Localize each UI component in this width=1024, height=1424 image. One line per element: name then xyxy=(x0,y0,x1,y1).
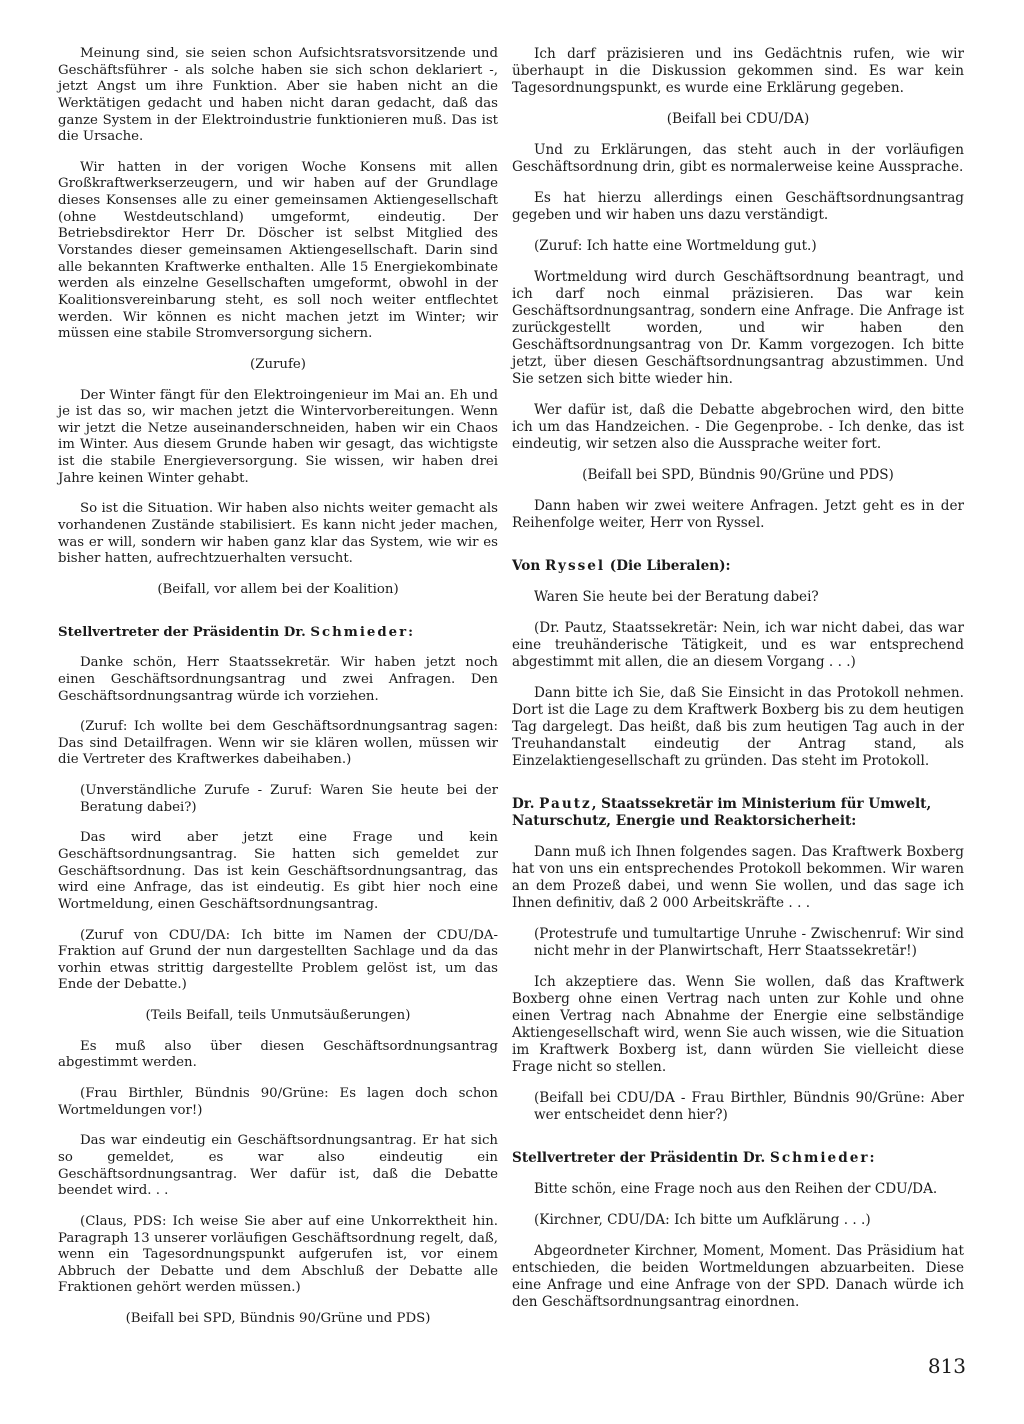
interjection-paragraph: (Unverständliche Zurufe - Zuruf: Waren Sie heute bei der Beratung dabei?) xyxy=(80,783,498,815)
interjection: (Beifall bei CDU/DA) xyxy=(666,111,810,127)
paragraph: Meinung sind, sie seien schon Aufsichtsratsvorsitzende und Geschäftsführer - als solche haben sie sich schon deklariert -, jetzt Angst um ihre Funktion. Aber sie haben nicht an die Werktätigen gedacht und haben nicht daran gedacht, daß das ganze System in der Elektroindustrie funktionieren muß. Das ist die Ursache. xyxy=(58,46,498,145)
paragraph: Dann bitte ich Sie, daß Sie Einsicht in das Protokoll nehmen. Dort ist die Lage zu dem Kraftwerk Boxberg bis zu dem heutigen Tag dargelegt. Das heißt, daß bis zum heutigen Tag auch in der Treuhandanstalt eindeutig der Antrag stand, als Einzelaktiengesellschaft zu gründen. Das steht im Protokoll. xyxy=(512,685,964,769)
interjection: (Beifall, vor allem bei der Koalition) xyxy=(157,581,399,597)
paragraph: Ich darf präzisieren und ins Gedächtnis rufen, wie wir überhaupt in die Diskussion gekommen sind. Es war kein Tagesordnungspunkt, es wurde eine Erklärung gegeben. xyxy=(512,46,964,96)
interjection: (Zurufe) xyxy=(250,356,306,372)
speaker-suffix: , Staatssekretär im Ministerium für Umwelt, Naturschutz, Energie und Reaktorsicherheit: xyxy=(512,796,932,829)
paragraph: Wer dafür ist, daß die Debatte abgebrochen wird, den bitte ich um das Handzeichen. - Die Gegenprobe. - Ich denke, das ist eindeutig, wir setzen also die Aussprache weiter fort. xyxy=(512,402,964,452)
speaker-title: Stellvertreter der Präsidentin Dr. xyxy=(512,1150,771,1166)
paragraph: Es hat hierzu allerdings einen Geschäftsordnungsantrag gegeben und wir haben uns dazu verständigt. xyxy=(512,190,964,223)
paragraph: Bitte schön, eine Frage noch aus den Reihen der CDU/DA. xyxy=(534,1181,938,1197)
paragraph: (Dr. Pautz, Staatssekretär: Nein, ich war nicht dabei, das war eine treuhänderische Tätigkeit, und es war entsprechend abgestimmt mit allen, die an diesem Vorgang . . .) xyxy=(512,620,964,670)
interjection-paragraph: (Protestrufe und tumultartige Unruhe - Zwischenruf: Wir sind nicht mehr in der Planwirtschaft, Herr Staatssekretär!) xyxy=(534,926,964,959)
paragraph: Der Winter fängt für den Elektroingenieur im Mai an. Eh und je ist das so, wir machen jetzt die Wintervorbereitungen. Wenn wir jetzt die Netze auseinanderschneiden, haben wir ein Chaos im Winter. Aus diesem Grunde haben wir gesagt, das wichtigste ist die stabile Energieversorgung. Sie wissen, wir haben drei Jahre keinen Winter gehabt. xyxy=(58,387,498,486)
paragraph: Das wird aber jetzt eine Frage und kein Geschäftsordnungsantrag. Sie hatten sich gemeldet zur Geschäftsordnung. Das ist kein Geschäftsordnungsantrag, das wird eine Anfrage, das ist eindeutig. Es gibt hier noch eine Wortmeldung, einen Geschäftsordnungsantrag. xyxy=(58,830,498,912)
speaker-name: Schmieder xyxy=(310,624,409,640)
speaker-title: Von xyxy=(512,558,545,574)
paragraph: Waren Sie heute bei der Beratung dabei? xyxy=(534,589,819,605)
interjection: (Teils Beifall, teils Unmutsäußerungen) xyxy=(145,1008,411,1024)
interjection: (Beifall bei SPD, Bündnis 90/Grüne und PDS) xyxy=(125,1311,431,1327)
paragraph: Abgeordneter Kirchner, Moment, Moment. Das Präsidium hat entschieden, die beiden Wortmeldungen abzuarbeiten. Diese eine Anfrage und eine Anfrage von der SPD. Danach würde ich den Geschäftsordnungsantrag einordnen. xyxy=(512,1243,964,1310)
speaker-suffix: (Die Liberalen): xyxy=(605,558,731,574)
speaker-title: Dr. xyxy=(512,796,540,812)
paragraph: (Claus, PDS: Ich weise Sie aber auf eine Unkorrektheit hin. Paragraph 13 unserer vorläufigen Geschäftsordnung regelt, daß, wenn ein Tagesordnungspunkt aufgerufen ist, vor einem Abbruch der Debatte und dem Abschluß der Debatte alle Fraktionen gehört werden müssen.) xyxy=(58,1213,498,1296)
interjection: (Beifall bei SPD, Bündnis 90/Grüne und PDS) xyxy=(582,467,894,483)
paragraph: (Zuruf: Ich hatte eine Wortmeldung gut.) xyxy=(534,238,817,254)
paragraph: Es muß also über diesen Geschäftsordnungsantrag abgestimmt werden. xyxy=(58,1038,498,1071)
paragraph: Dann muß ich Ihnen folgendes sagen. Das Kraftwerk Boxberg hat von uns ein entsprechendes Protokoll bekommen. Wir waren an dem Prozeß dabei, und wenn Sie wollen, und das sage ich Ihnen definitiv, daß 2 000 Arbeitskräfte . . . xyxy=(512,844,964,911)
paragraph: (Frau Birthler, Bündnis 90/Grüne: Es lagen doch schon Wortmeldungen vor!) xyxy=(58,1086,498,1118)
speaker-heading xyxy=(512,796,964,830)
speaker-name: Ryssel xyxy=(544,558,606,574)
paragraph: Danke schön, Herr Staatssekretär. Wir haben jetzt noch einen Geschäftsordnungsantrag und zwei Anfragen. Den Geschäftsordnungsantrag würde ich vorziehen. xyxy=(58,655,498,704)
right-column xyxy=(512,46,964,1325)
left-column xyxy=(58,46,498,1342)
speaker-heading xyxy=(512,558,964,575)
page-number: 813 xyxy=(927,1354,966,1378)
paragraph: So ist die Situation. Wir haben also nichts weiter gemacht als vorhandenen Zustände stabilisiert. Es kann nicht jeder machen, was er will, sondern wir haben ganz klar das System, wie wir es bisher hatten, aufrechtzuerhalten versucht. xyxy=(58,501,498,567)
paragraph: (Kirchner, CDU/DA: Ich bitte um Aufklärung . . .) xyxy=(534,1212,871,1228)
speaker-suffix: : xyxy=(869,1150,875,1166)
speaker-name: Pautz xyxy=(539,796,592,812)
paragraph: Das war eindeutig ein Geschäftsordnungsantrag. Er hat sich so gemeldet, es war also eindeutig ein Geschäftsordnungsantrag. Wer dafür ist, daß die Debatte beendet wird. . . xyxy=(58,1133,498,1199)
speaker-heading xyxy=(512,1150,964,1167)
paragraph: (Zuruf von CDU/DA: Ich bitte im Namen der CDU/DA-Fraktion auf Grund der nun dargestellten Sachlage und da das vorhin etwas strittig dargestellte Problem gelöst ist, um das Ende der Debatte.) xyxy=(58,927,498,993)
interjection-paragraph: (Beifall bei CDU/DA - Frau Birthler, Bündnis 90/Grüne: Aber wer entscheidet denn hier?) xyxy=(534,1090,964,1123)
speaker-heading xyxy=(58,625,498,642)
paragraph: Wortmeldung wird durch Geschäftsordnung beantragt, und ich darf noch einmal präzisieren. Das war kein Geschäftsordnungsantrag, sondern eine Anfrage. Die Anfrage ist zurückgestellt worden, und wir haben den Geschäftsordnungsantrag von Dr. Kamm vorgezogen. Ich bitte jetzt, über diesen Geschäftsordnungsantrag abzustimmen. Und Sie setzen sich bitte wieder hin. xyxy=(512,269,964,387)
paragraph: Ich akzeptiere das. Wenn Sie wollen, daß das Kraftwerk Boxberg ohne einen Vertrag nach unten zur Kohle und ohne einen Vertrag nach Abnahme der Energie eine selbständige Aktiengesellschaft wird, wenn Sie auch wissen, wie die Situation im Kraftwerk Boxberg ist, dann würden Sie vielleicht diese Frage nicht so stellen. xyxy=(512,974,964,1075)
speaker-title: Stellvertreter der Präsidentin Dr. xyxy=(58,624,311,640)
paragraph: (Zuruf: Ich wollte bei dem Geschäftsordnungsantrag sagen: Das sind Detailfragen. Wenn wir sie klären wollen, müssen wir die Vertreter des Kraftwerkes dabeihaben.) xyxy=(58,719,498,768)
paragraph: Wir hatten in der vorigen Woche Konsens mit allen Großkraftwerkserzeugern, und wir haben auf der Grundlage dieses Konsenses alle zu einer gemeinsamen Aktiengesellschaft (ohne Westdeutschland) umgeformt, eindeutig. Der Betriebsdirektor Herr Dr. Döscher ist selbst Mitglied des Vorstandes dieser gemeinsamen Aktiengesellschaft. Darin sind alle bekannten Kraftwerke enthalten. Alle 15 Energiekombinate werden als einzelne Gesellschaften umgeformt, obwohl in der Koalitionsvereinbarung steht, es soll noch weiter entflechtet werden. Wir können es nicht machen jetzt im Winter; wir müssen eine stabile Stromversorgung sichern. xyxy=(58,159,498,342)
speaker-name: Schmieder xyxy=(770,1150,870,1166)
speaker-suffix: : xyxy=(408,624,414,640)
paragraph: Und zu Erklärungen, das steht auch in der vorläufigen Geschäftsordnung drin, gibt es normalerweise keine Aussprache. xyxy=(512,142,964,175)
paragraph: Dann haben wir zwei weitere Anfragen. Jetzt geht es in der Reihenfolge weiter, Herr von Ryssel. xyxy=(512,498,964,531)
